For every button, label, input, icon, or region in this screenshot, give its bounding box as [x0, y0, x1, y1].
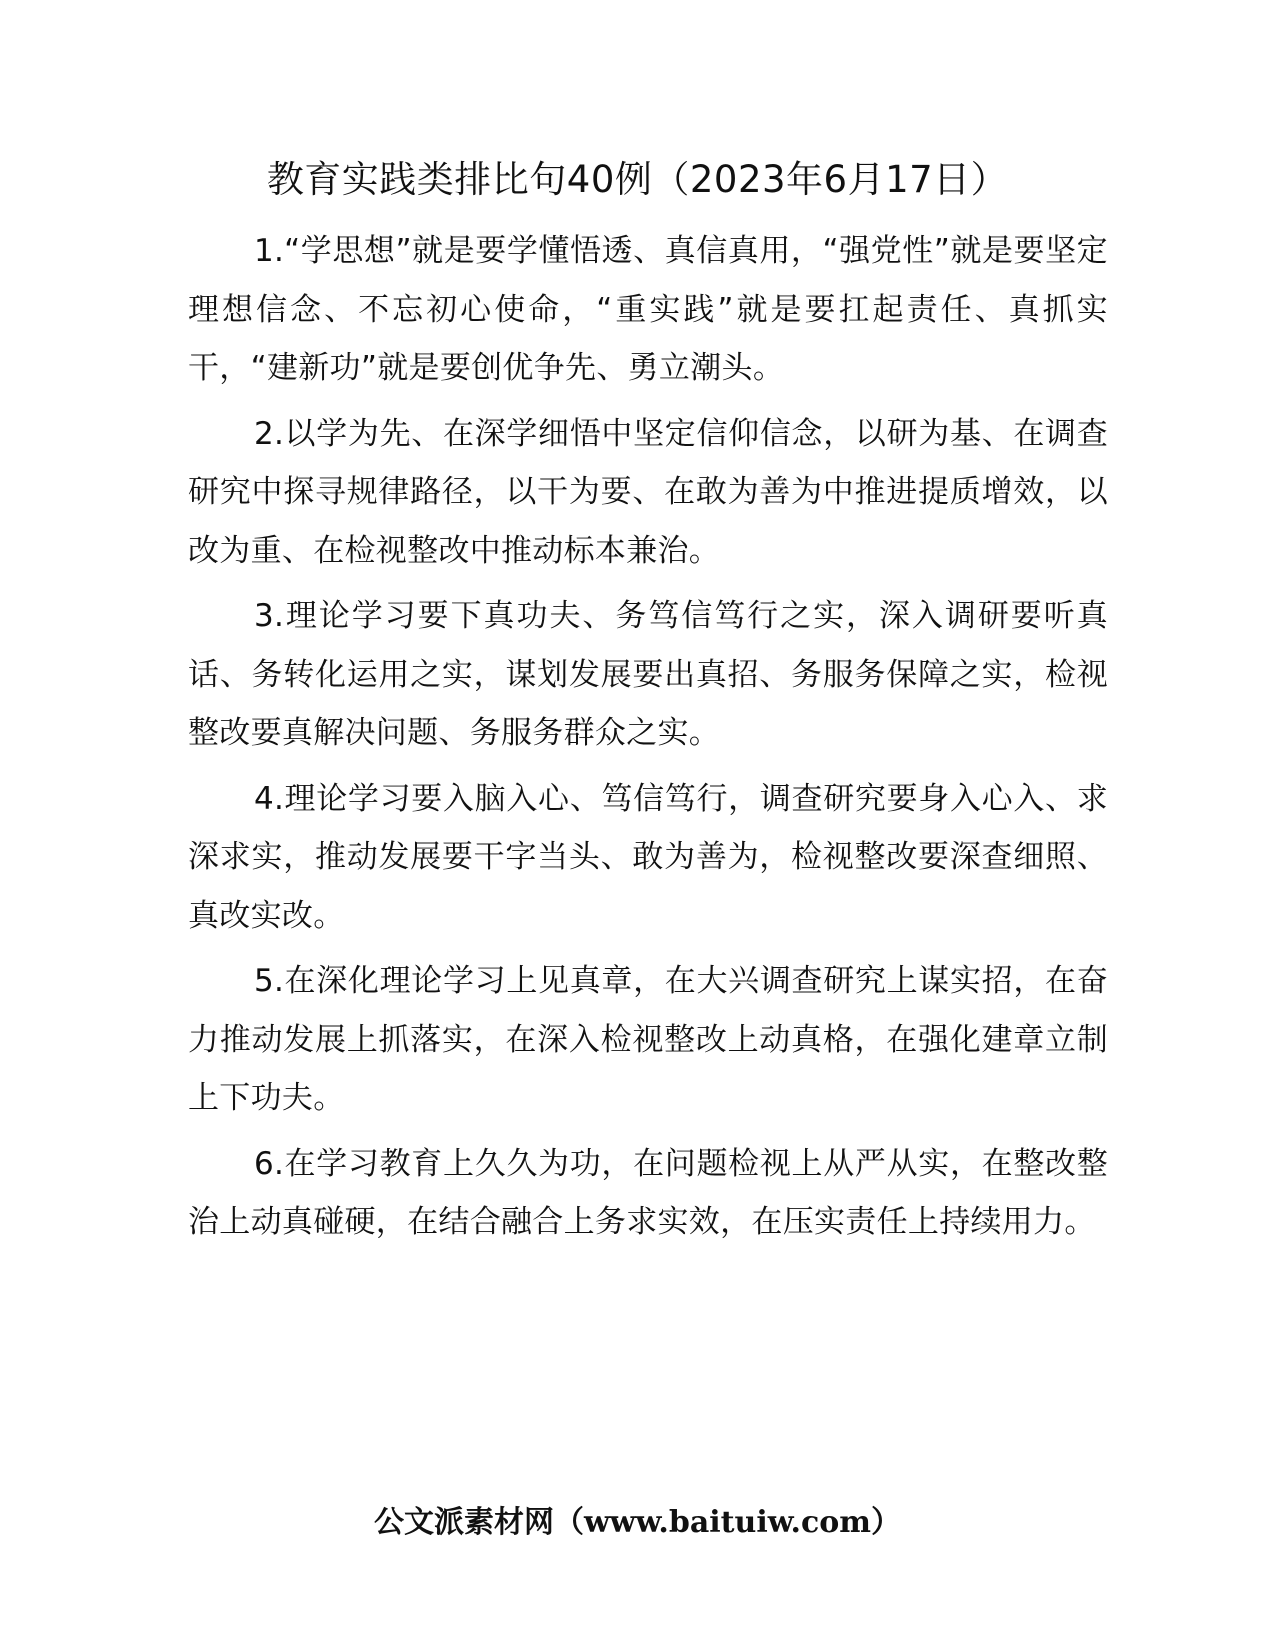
paragraph-1: 1.“学思想”就是要学懂悟透、真信真用，“强党性”就是要坚定理想信念、不忘初心使命，“重实践”就是要扛起责任、真抓实干，“建新功”就是要创优争先、勇立潮头。	[188, 233, 1108, 386]
document-title: 教育实践类排比句40例（2023年6月17日）	[266, 158, 1009, 201]
document-body	[188, 222, 1108, 1259]
footer-url: www.baituiw.com	[583, 1505, 872, 1540]
footer-site-name: 公文派素材网（	[373, 1505, 584, 1540]
footer-close-paren: ）	[871, 1505, 902, 1540]
paragraph-6: 6.在学习教育上久久为功，在问题检视上从严从实，在整改整治上动真碰硬，在结合融合上务求实效，在压实责任上持续用力。	[188, 1145, 1108, 1240]
page-footer	[0, 1498, 1275, 1548]
paragraph-5: 5.在深化理论学习上见真章，在大兴调查研究上谋实招，在奋力推动发展上抓落实，在深入检视整改上动真格，在强化建章立制上下功夫。	[188, 963, 1108, 1116]
paragraph-3: 3.理论学习要下真功夫、务笃信笃行之实，深入调研要听真话、务转化运用之实，谋划发展要出真招、务服务保障之实，检视整改要真解决问题、务服务群众之实。	[188, 598, 1108, 751]
paragraph-2: 2.以学为先、在深学细悟中坚定信仰信念，以研为基、在调查研究中探寻规律路径，以干为要、在敢为善为中推进提质增效，以改为重、在检视整改中推动标本兼治。	[188, 415, 1108, 569]
paragraph-4: 4.理论学习要入脑入心、笃信笃行，调查研究要身入心入、求深求实，推动发展要干字当头、敢为善为，检视整改要深查细照、真改实改。	[188, 780, 1108, 934]
